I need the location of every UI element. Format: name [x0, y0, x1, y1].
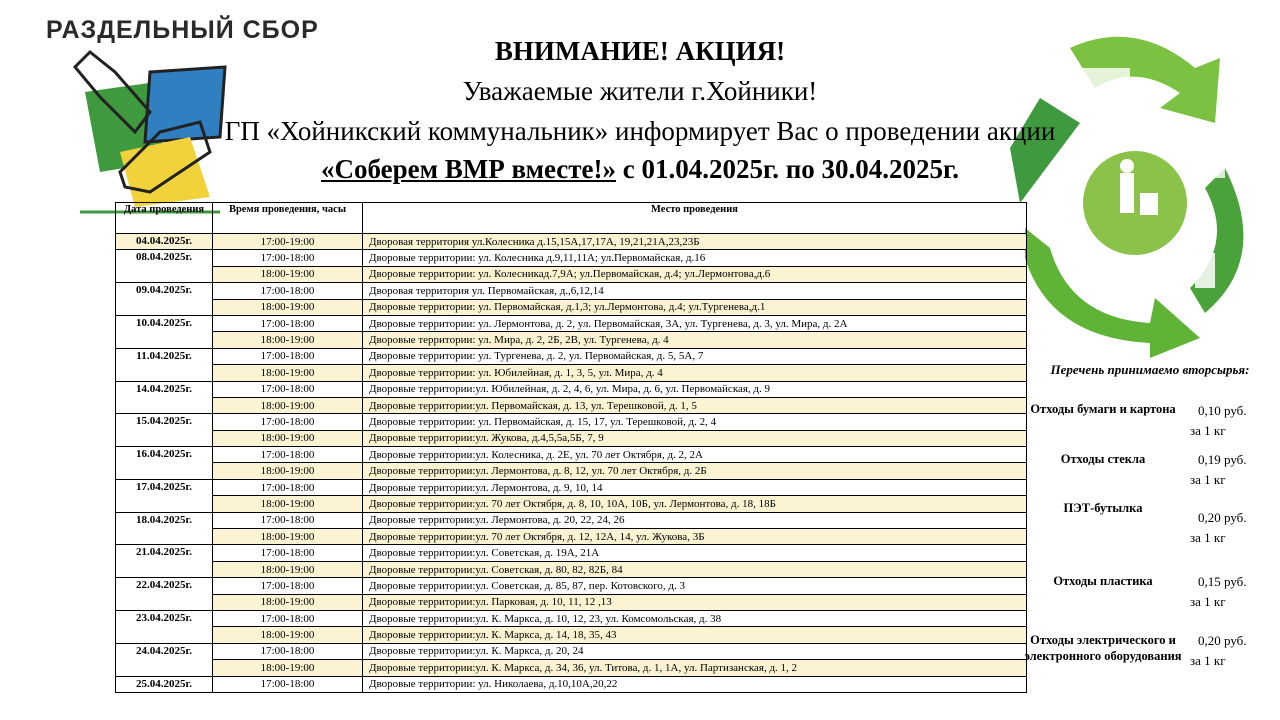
place-cell: Дворовая территория ул.Колесника д.15,15А,17,17А, 19,21,21А,23,23Б	[363, 234, 1027, 250]
place-cell: Дворовые территории:ул. Советская, д. 19А, 21А	[363, 545, 1027, 561]
place-cell: Дворовые территории: ул. Николаева, д.10,10А,20,22	[363, 676, 1027, 692]
place-cell: Дворовые территории:ул. Советская, д. 80, 82, 82Б, 84	[363, 561, 1027, 577]
place-cell: Дворовые территории:ул. 70 лет Октября, д. 12, 12А, 14, ул. Жукова, 3Б	[363, 529, 1027, 545]
date-cell: 14.04.2025г.	[116, 381, 213, 414]
time-cell: 18:00-19:00	[213, 266, 363, 282]
date-cell: 17.04.2025г.	[116, 479, 213, 512]
table-row	[116, 561, 1027, 577]
time-cell: 17:00-18:00	[213, 479, 363, 495]
table-row	[116, 315, 1027, 331]
time-cell: 17:00-18:00	[213, 381, 363, 397]
time-cell: 17:00-18:00	[213, 315, 363, 331]
time-cell: 17:00-18:00	[213, 250, 363, 266]
time-cell: 17:00-18:00	[213, 545, 363, 561]
material-name: Отходы стекла	[1060, 452, 1146, 466]
place-cell: Дворовые территории:ул. Парковая, д. 10, 11, 12 ,13	[363, 594, 1027, 610]
place-cell: Дворовые территории:ул. Жукова, д.4,5,5а,5Б, 7, 9	[363, 430, 1027, 446]
time-cell: 17:00-18:00	[213, 348, 363, 364]
table-row	[116, 479, 1027, 495]
schedule-table	[115, 202, 1027, 693]
table-row	[116, 348, 1027, 364]
place-cell: Дворовые территории:ул. Колесника, д. 2Е, ул. 70 лет Октября, д. 2, 2А	[363, 447, 1027, 463]
time-cell: 18:00-19:00	[213, 594, 363, 610]
campaign-heading	[170, 154, 1110, 185]
place-cell: Дворовые территории:ул. К. Маркса, д. 34, 36, ул. Титова, д. 1, 1А, ул. Партизанская, д. 1, 2	[363, 660, 1027, 676]
place-cell: Дворовые территории: ул. Первомайская, д.1,3; ул.Лермонтова, д.4; ул.Тургенева,д.1	[363, 299, 1027, 315]
table-row	[116, 643, 1027, 659]
table-row	[116, 397, 1027, 413]
date-cell: 08.04.2025г.	[116, 250, 213, 283]
header-date: Дата проведения	[116, 203, 213, 234]
time-cell: 18:00-19:00	[213, 430, 363, 446]
table-row	[116, 610, 1027, 626]
table-header-row	[116, 203, 1027, 234]
material-price: 0,20 руб. за 1 кг	[1190, 510, 1247, 545]
place-cell: Дворовые территории: ул. Мира, д. 2, 2Б, 2В, ул. Тургенева, д. 4	[363, 332, 1027, 348]
place-cell: Дворовые территории:ул. Первомайская, д. 13, ул. Терешковой, д. 1, 5	[363, 397, 1027, 413]
place-cell: Дворовые территории:ул. К. Маркса, д. 10, 12, 23, ул. Комсомольская, д. 38	[363, 610, 1027, 626]
date-cell: 21.04.2025г.	[116, 545, 213, 578]
time-cell: 18:00-19:00	[213, 660, 363, 676]
material-price: 0,15 руб. за 1 кг	[1190, 574, 1247, 609]
place-cell: Дворовые территории: ул. Юбилейная, д. 1, 3, 5, ул. Мира, д. 4	[363, 365, 1027, 381]
table-row	[116, 381, 1027, 397]
table-row	[116, 447, 1027, 463]
time-cell: 17:00-18:00	[213, 447, 363, 463]
table-row	[116, 234, 1027, 250]
material-price: 0,10 руб. за 1 кг	[1190, 403, 1247, 438]
time-cell: 18:00-19:00	[213, 627, 363, 643]
time-cell: 18:00-19:00	[213, 496, 363, 512]
time-cell: 18:00-19:00	[213, 561, 363, 577]
table-row	[116, 545, 1027, 561]
time-cell: 17:00-18:00	[213, 512, 363, 528]
place-cell: Дворовые территории:ул. Лермонтова, д. 9, 10, 14	[363, 479, 1027, 495]
date-cell: 09.04.2025г.	[116, 283, 213, 316]
place-cell: Дворовая территория ул. Первомайская, д.,6,12,14	[363, 283, 1027, 299]
time-cell: 17:00-18:00	[213, 414, 363, 430]
material-price: 0,19 руб. за 1 кг	[1190, 452, 1247, 487]
date-cell: 10.04.2025г.	[116, 315, 213, 348]
time-cell: 17:00-18:00	[213, 676, 363, 692]
table-row	[116, 430, 1027, 446]
table-row	[116, 332, 1027, 348]
material-price: 0,20 руб. за 1 кг	[1190, 633, 1247, 668]
place-cell: Дворовые территории:ул. Советская, д. 85, 87, пер. Котовского, д. 3	[363, 578, 1027, 594]
date-cell: 15.04.2025г.	[116, 414, 213, 447]
time-cell: 18:00-19:00	[213, 365, 363, 381]
table-row	[116, 283, 1027, 299]
date-cell: 11.04.2025г.	[116, 348, 213, 381]
table-row	[116, 512, 1027, 528]
table-row	[116, 250, 1027, 266]
place-cell: Дворовые территории: ул. Тургенева, д. 2, ул. Первомайская, д. 5, 5А, 7	[363, 348, 1027, 364]
campaign-name: «Соберем ВМР вместе!»	[320, 154, 617, 184]
place-cell: Дворовые территории: ул. Колесникад.7,9А; ул.Первомайская, д.4; ул.Лермонтова,д.6	[363, 266, 1027, 282]
time-cell: 17:00-18:00	[213, 643, 363, 659]
date-cell: 23.04.2025г.	[116, 610, 213, 643]
place-cell: Дворовые территории: ул. Первомайская, д. 15, 17, ул. Терешковой, д. 2, 4	[363, 414, 1027, 430]
time-cell: 18:00-19:00	[213, 397, 363, 413]
time-cell: 17:00-18:00	[213, 610, 363, 626]
time-cell: 17:00-19:00	[213, 234, 363, 250]
date-cell: 18.04.2025г.	[116, 512, 213, 545]
table-row	[116, 529, 1027, 545]
table-row	[116, 365, 1027, 381]
place-cell: Дворовые территории:ул. К. Маркса, д. 14, 18, 35, 43	[363, 627, 1027, 643]
table-row	[116, 594, 1027, 610]
table-row	[116, 660, 1027, 676]
table-row	[116, 627, 1027, 643]
header-place: Место проведения	[363, 203, 1027, 234]
time-cell: 17:00-18:00	[213, 578, 363, 594]
time-cell: 17:00-18:00	[213, 283, 363, 299]
place-cell: Дворовые территории:ул. 70 лет Октября, д. 8, 10, 10А, 10Б, ул. Лермонтова, д. 18, 18Б	[363, 496, 1027, 512]
place-cell: Дворовые территории:ул. Лермонтова, д. 8, 12, ул. 70 лет Октября, д. 2Б	[363, 463, 1027, 479]
logo-text: РАЗДЕЛЬНЫЙ СБОР	[46, 16, 319, 44]
time-cell: 18:00-19:00	[213, 299, 363, 315]
place-cell: Дворовые территории:ул. Юбилейная, д. 2, 4, 6, ул. Мира, д. 6, ул. Первомайская, д. 9	[363, 381, 1027, 397]
campaign-dates: с 01.04.2025г. по 30.04.2025г.	[616, 154, 960, 184]
material-name: Отходы пластика	[1053, 574, 1153, 588]
table-row	[116, 299, 1027, 315]
alert-heading: ВНИМАНИЕ! АКЦИЯ!	[494, 36, 786, 66]
time-cell: 18:00-19:00	[213, 332, 363, 348]
materials-title: Перечень принимаемо вторсырья:	[1050, 362, 1250, 377]
material-name: Отходы бумаги и картона	[1030, 402, 1176, 416]
place-cell: Дворовые территории: ул. Лермонтова, д. 2, ул. Первомайская, 3А, ул. Тургенева, д. 3, ул. Мира, д. 2А	[363, 315, 1027, 331]
date-cell: 24.04.2025г.	[116, 643, 213, 676]
table-row	[116, 414, 1027, 430]
material-name: Отходы электрического и электронного оборудования	[1024, 633, 1182, 663]
date-cell: 16.04.2025г.	[116, 447, 213, 480]
material-name: ПЭТ-бутылка	[1063, 501, 1143, 515]
info-heading: ГП «Хойникский коммунальник» информирует Вас о проведении акции	[224, 116, 1056, 146]
place-cell: Дворовые территории:ул. Лермонтова, д. 20, 22, 24, 26	[363, 512, 1027, 528]
table-row	[116, 676, 1027, 692]
date-cell: 25.04.2025г.	[116, 676, 213, 692]
place-cell: Дворовые территории:ул. К. Маркса, д. 20, 24	[363, 643, 1027, 659]
date-cell: 04.04.2025г.	[116, 234, 213, 250]
date-cell: 22.04.2025г.	[116, 578, 213, 611]
table-row	[116, 266, 1027, 282]
table-row	[116, 496, 1027, 512]
time-cell: 18:00-19:00	[213, 529, 363, 545]
greeting-heading: Уважаемые жители г.Хойники!	[462, 76, 818, 106]
place-cell: Дворовые территории: ул. Колесника д.9,11,11А; ул.Первомайская, д.16	[363, 250, 1027, 266]
header-time: Время проведения, часы	[213, 203, 363, 234]
table-row	[116, 578, 1027, 594]
time-cell: 18:00-19:00	[213, 463, 363, 479]
table-row	[116, 463, 1027, 479]
